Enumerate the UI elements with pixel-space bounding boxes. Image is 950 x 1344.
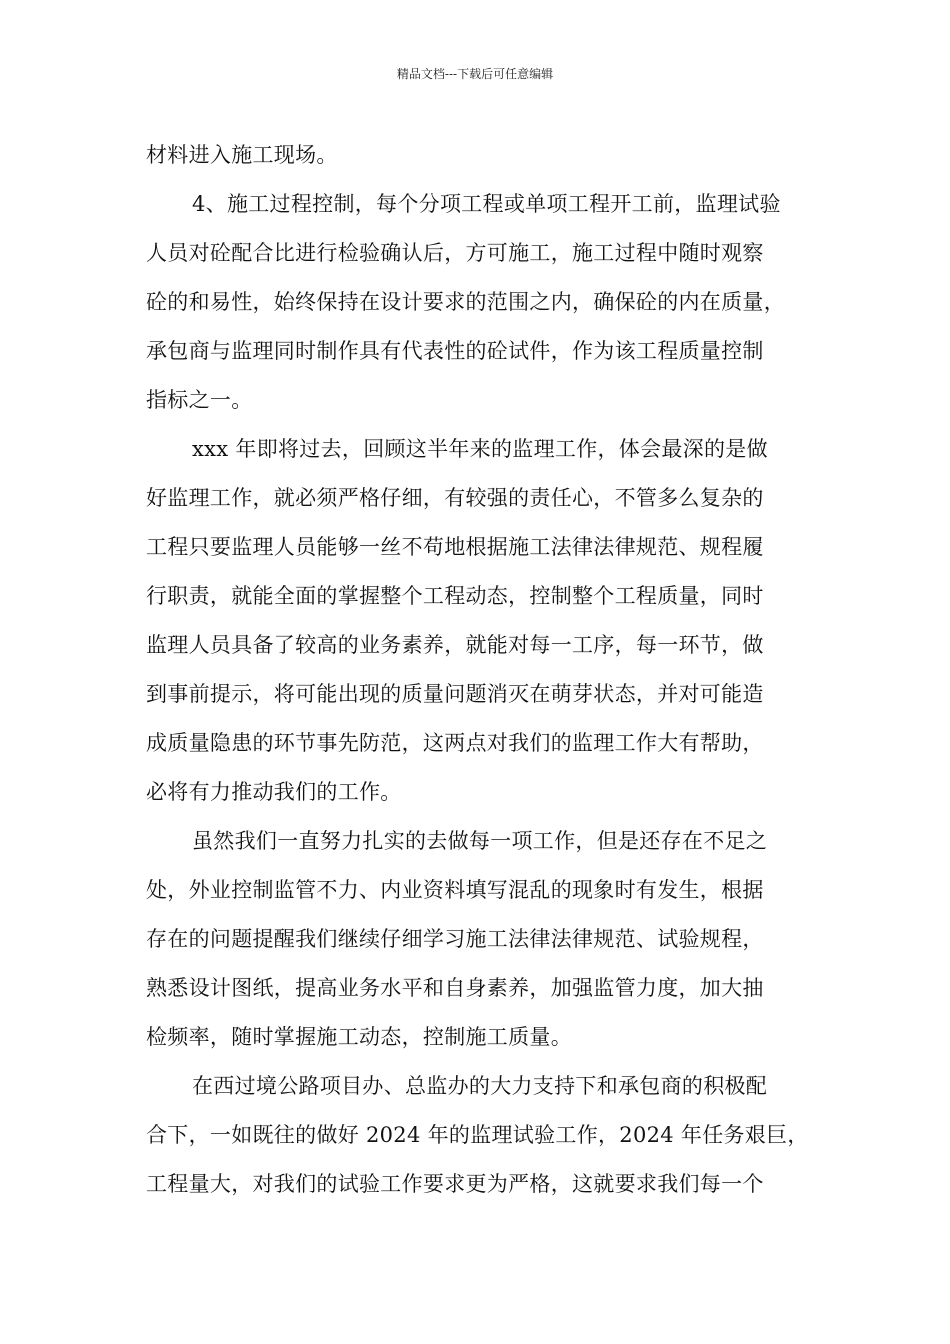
text-line: 必将有力推动我们的工作。	[146, 780, 402, 804]
text-line: 合下，一如既往的做好 2024 年的监理试验工作，2024 年任务艰巨，	[146, 1123, 809, 1147]
paragraph-first-line: 虽然我们一直努力扎实的去做每一项工作，但是还存在不足之	[192, 829, 768, 853]
text-line: 工程量大，对我们的试验工作要求更为严格，这就要求我们每一个	[146, 1172, 764, 1196]
text-line: 处，外业控制监管不力、内业资料填写混乱的现象时有发生，根据	[146, 878, 764, 902]
text-line: 行职责，就能全面的掌握整个工程动态，控制整个工程质量，同时	[146, 584, 764, 608]
text-line: 材料进入施工现场。	[146, 143, 338, 167]
text-line: 好监理工作，就必须严格仔细，有较强的责任心，不管多么复杂的	[146, 486, 764, 510]
paragraph-first-line: xxx 年即将过去，回顾这半年来的监理工作，体会最深的是做	[192, 437, 768, 461]
text-line: 成质量隐患的环节事先防范，这两点对我们的监理工作大有帮助，	[146, 731, 764, 755]
text-line: 砼的和易性，始终保持在设计要求的范围之内，确保砼的内在质量，	[146, 290, 785, 314]
text-line: 存在的问题提醒我们继续仔细学习施工法律法律规范、试验规程，	[146, 927, 764, 951]
text-line: 人员对砼配合比进行检验确认后，方可施工，施工过程中随时观察	[146, 241, 764, 265]
page-header: 精品文档---下载后可任意编辑	[396, 67, 554, 81]
text-line: 检频率，随时掌握施工动态，控制施工质量。	[146, 1025, 572, 1049]
text-line: 承包商与监理同时制作具有代表性的砼试件，作为该工程质量控制	[146, 339, 764, 363]
paragraph-first-line: 4、施工过程控制，每个分项工程或单项工程开工前，监理试验	[192, 192, 781, 216]
text-line: 熟悉设计图纸，提高业务水平和自身素养，加强监管力度，加大抽	[146, 976, 764, 1000]
text-line: 工程只要监理人员能够一丝不苟地根据施工法律法律规范、规程履	[146, 535, 764, 559]
text-line: 指标之一。	[146, 388, 253, 412]
paragraph-first-line: 在西过境公路项目办、总监办的大力支持下和承包商的积极配	[192, 1074, 768, 1098]
text-line: 到事前提示，将可能出现的质量问题消灭在萌芽状态，并对可能造	[146, 682, 764, 706]
document-body	[146, 131, 826, 1209]
text-line: 监理人员具备了较高的业务素养，就能对每一工序，每一环节，做	[146, 633, 764, 657]
